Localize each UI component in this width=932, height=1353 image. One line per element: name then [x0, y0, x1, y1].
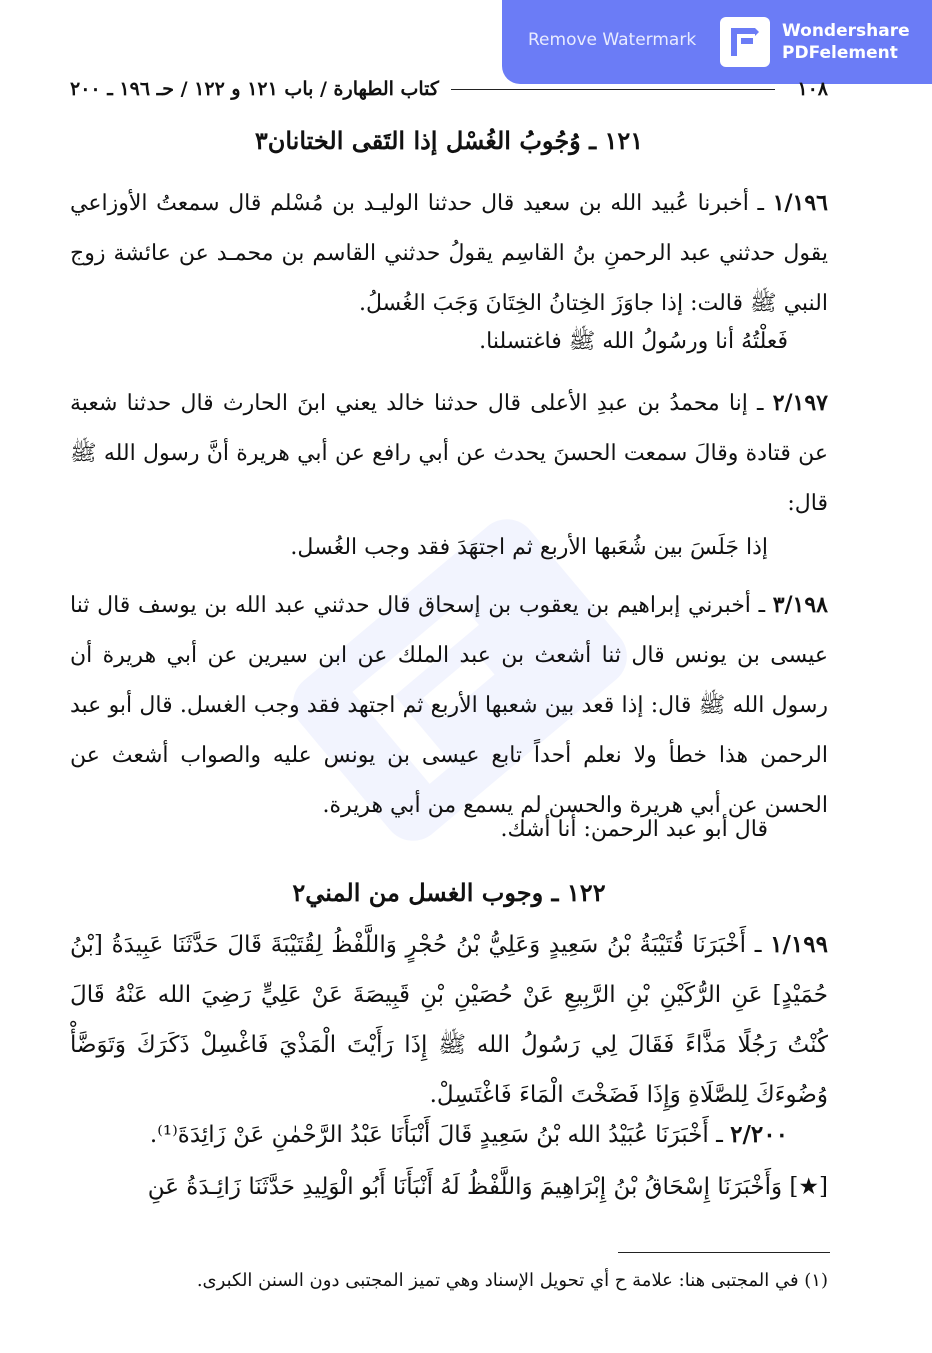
section-122-title: ١٢٢ ـ وجوب الغسل من المني٢ — [292, 878, 606, 907]
hadith-200 — [70, 1110, 828, 1160]
hadith-number: ٢/١٩٧ — [772, 390, 828, 416]
hadith-198-addendum: قال أبو عبد الرحمن: أنا أشك. — [500, 817, 768, 842]
brand-line2: PDFelement — [782, 43, 898, 63]
hadith-text: ـ أَخْبَرَنَا قُتَيْبَةُ بْنُ سَعِيدٍ وَعَلِيُّ بْنُ حُجْرٍ وَاللَّفْظُ لِقُتَيْبَةَ قَالَ حَدَّثَنَا عَبِيدَةُ [بْنُ حُمَيْدٍ] عَنِ الرُّكَيْنِ بْنِ الرَّبِيعِ عَنْ حُصَيْنِ بْنِ قَبِيصَةَ عَنْ عَلِيٍّ رَضِيَ الله عَنْهُ قَالَ كُنْتُ رَجُلًا مَذَّاءً فَقَالَ لِي رَسُولُ الله ﷺ إِذَا رَأَيْتَ الْمَذْيَ فَاغْسِلْ ذَكَرَكَ وَتَوَضَّأْ وُضُوءَكَ لِلصَّلَاةِ وَإِذَا فَضَخْتَ الْمَاءَ فَاغْتَسِلْ. — [70, 932, 828, 1108]
hadith-number: ١/١٩٩ — [770, 931, 828, 958]
pdfelement-logo-icon — [720, 17, 770, 67]
remove-watermark-button[interactable]: Remove Watermark — [528, 30, 697, 50]
hadith-number: ٢/٢٠٠ — [730, 1121, 788, 1148]
hadith-196 — [70, 178, 828, 329]
header-rule — [451, 88, 775, 90]
footnote: (١) في المجتبى هنا: علامة ح أي تحويل الإسناد وهي تميز المجتبى دون السنن الكبرى. — [196, 1270, 828, 1291]
hadith-199 — [70, 920, 828, 1120]
hadith-196-addendum: فَعلْتُهُ أنا ورسُولُ الله ﷺ فاغتسلنا. — [479, 329, 788, 354]
running-head-text: كتاب الطهارة / باب ١٢١ و ١٢٢ / حـ ١٩٦ ـ ٢٠٠ — [70, 78, 439, 100]
brand-line1: Wondershare — [782, 21, 910, 41]
hadith-text: ـ إنا محمدُ بن عبدِ الأعلى قال حدثنا خالد يعني ابنَ الحارث قال حدثنا شعبة عن قتادة وقالَ سمعت الحسنَ يحدث عن أبي رافع عن أبي هريرة أنَّ رسول الله ﷺ قال: — [70, 391, 828, 516]
hadith-text: ـ أخبرني إبراهيم بن يعقوب بن إسحاق قال حدثني عبد الله بن يوسف قال ثنا عيسى بن يونس قال ثنا أشعث بن عبد الملك عن ابن سيرين عن أبي هريرة أن رسول الله ﷺ قال: إذا قعد بين شعبها الأربع ثم اجتهد فقد وجب الغسل. قال أبو عبد الرحمن هذا خطأ ولا نعلم أحداً تابع عيسى بن يونس عليه والصواب أشعث عن الحسن عن أبي هريرة والحسن لم يسمع من أبي هريرة. — [70, 593, 828, 818]
hadith-198 — [70, 580, 828, 831]
section-121-title: ١٢١ ـ وُجُوبُ الغُسْل إذا التَقى الختانان٣ — [254, 126, 644, 155]
hadith-number: ١/١٩٦ — [772, 190, 828, 216]
hadith-number: ٣/١٩٨ — [772, 592, 828, 618]
footnote-rule — [618, 1252, 830, 1253]
hadith-200-alternate-chain: [★] وَأَخْبَرَنَا إِسْحَاقُ بْنُ إِبْرَاهِيمَ وَاللَّفْظُ لَهُ أَنْبَأَنَا أَبُو الْوَلِيدِ حَدَّثَنَا زَائِـدَةُ عَنِ — [147, 1174, 828, 1200]
hadith-text: ـ أَخْبَرَنَا عُبَيْدُ الله بْنُ سَعِيدٍ قَالَ أَنْبَأَنَا عَبْدُ الرَّحْمٰنِ عَنْ زَائِدَةَ⁽¹⁾. — [149, 1122, 723, 1148]
hadith-text: ـ أخبرنا عُبيد الله بن سعيد قال حدثنا الوليـد بن مُسْلم قال سمعتُ الأوزاعي يقول حدثني عبد الرحمنِ بنُ القاسِم يقولُ حدثني القاسم بن محمـد عن عائشة زوج النبي ﷺ قالت: إذا جاوَزَ الخِتانُ الخِتَانَ وَجَبَ الغُسلُ. — [70, 191, 828, 316]
watermark-banner[interactable] — [502, 0, 932, 84]
hadith-197 — [70, 378, 828, 529]
running-head — [70, 74, 828, 104]
page-number: ١٠٨ — [797, 78, 828, 100]
hadith-197-text-line: إذا جَلَسَ بين شُعَبها الأربع ثم اجتهَدَ فقد وجب الغُسل. — [290, 535, 768, 560]
brand-name — [782, 20, 910, 64]
